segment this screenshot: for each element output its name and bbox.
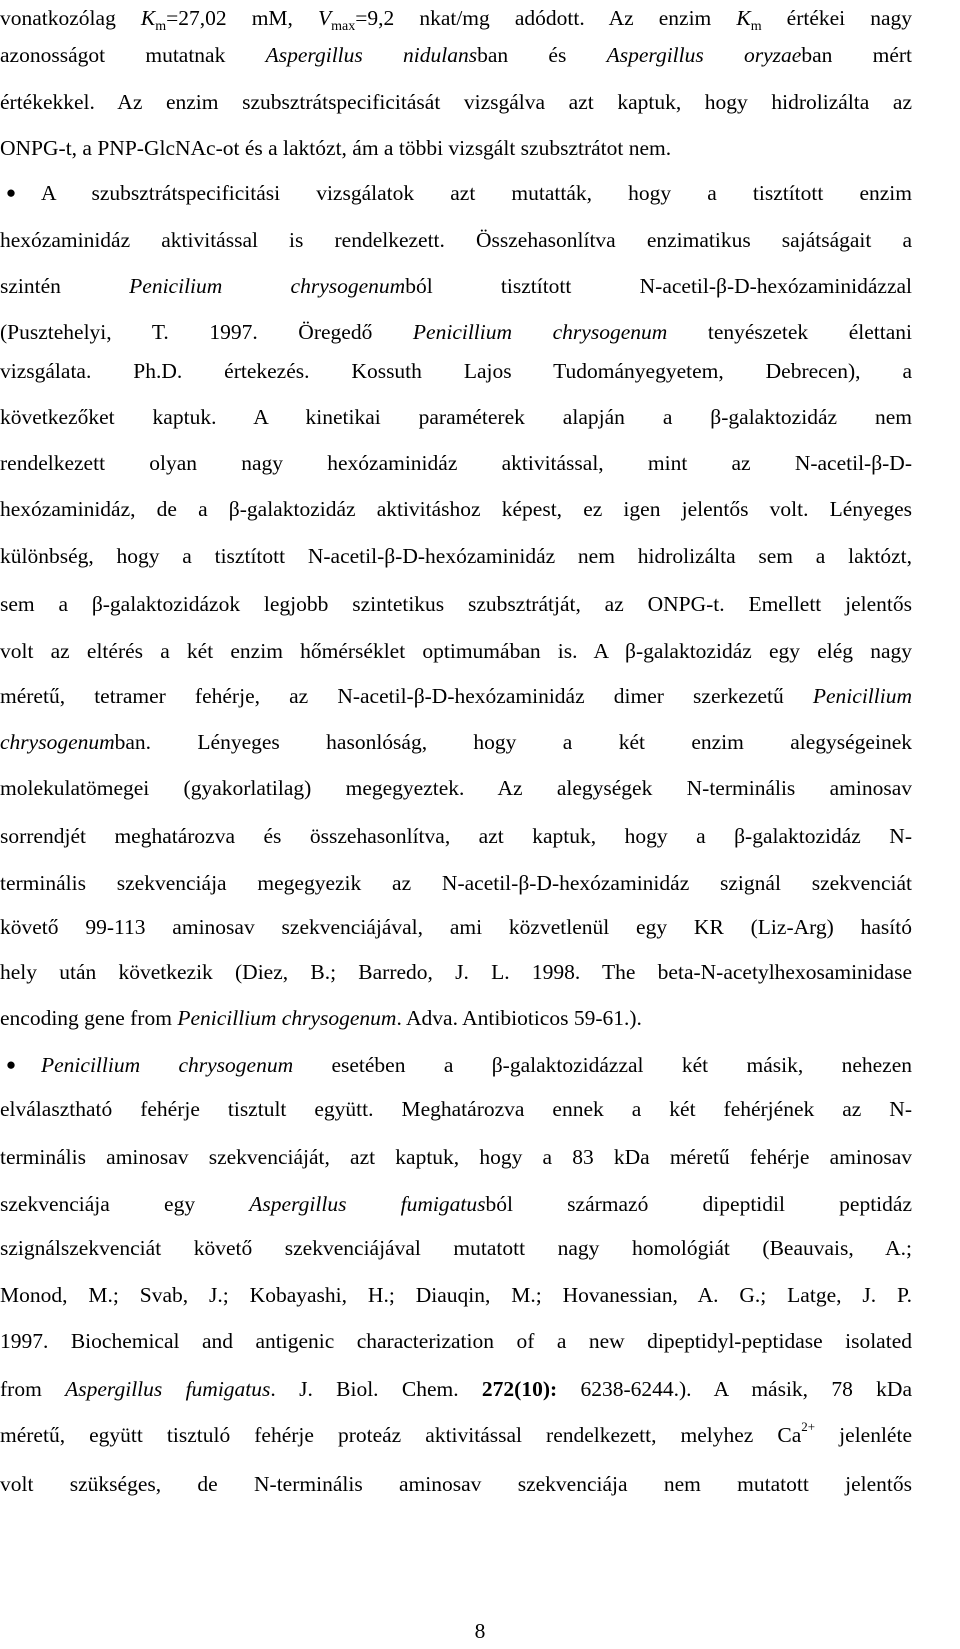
text-line [0,582,912,626]
text-segment: tenyészetek élettani [667,320,912,344]
text-segment: (Pusztehelyi, T. 1997. Öregedő [0,320,413,344]
text-segment: Penicillium [812,684,912,708]
text-segment: sem a β-galaktozidázok legjobb szintetikus szubsztrátját, az ONPG-t. Emellett jelentős [0,592,912,616]
text-segment: követő 99-113 aminosav szekvenciájával, ami közvetlenül egy KR (Liz-Arg) hasító [0,915,912,939]
text-segment: volt az eltérés a két enzim hőmérséklet optimumában is. A β-galaktozidáz egy elég nagy [0,639,912,663]
text-segment: chrysogenum [0,730,115,754]
text-line [0,1182,912,1226]
text-segment: Aspergillus fumigatus [65,1377,271,1401]
text-segment: méretű, együtt tisztuló fehérje proteáz aktivitással rendelkezett, melyhez Ca [0,1423,802,1447]
text-segment: ból tisztított N-acetil-β-D-hexózaminidázzal [405,274,912,298]
text-segment: ONPG-t, a PNP-GlcNAc-ot és a laktózt, ám a többi vizsgált szubsztrátot nem. [0,136,672,160]
text-segment: értékei nagy [761,6,912,30]
text-segment: azonosságot mutatnak [0,43,266,67]
text-line [0,264,912,308]
text-segment: ban. Lényeges hasonlóság, hogy a két enzim alegységeinek [114,730,912,754]
text-segment: különbség, hogy a tisztított N-acetil-β-D-hexózaminidáz nem hidrolizálta sem a laktózt, [0,544,912,568]
text-segment: Monod, M.; Svab, J.; Kobayashi, H.; Diauqin, M.; Hovanessian, A. G.; Latge, J. P. [0,1283,912,1307]
text-line [0,1226,912,1270]
text-segment: =9,2 nkat/mg adódott. Az enzim [355,6,737,30]
text-segment: hely után következik (Diez, B.; Barredo, J. L. 1998. The beta-N-acetylhexosaminidase [0,960,912,984]
text-segment: Aspergillus nidulans [265,43,478,67]
text-line [0,1087,912,1131]
text-segment: . Adva. Antibioticos 59-61.). [396,1006,642,1030]
text-segment: elválasztható fehérje tisztult együtt. Meghatározva ennek a két fehérjének az N- [0,1097,912,1121]
text-segment: terminális aminosav szekvenciáját, azt kaptuk, hogy a 83 kDa méretű fehérje aminosav [0,1145,912,1169]
text-segment: ban mért [801,43,912,67]
text-segment: encoding gene from [0,1006,178,1030]
text-segment: Aspergillus fumigatus [249,1192,486,1216]
text-segment: terminális szekvenciája megegyezik az N-acetil-β-D-hexózaminidáz szignál szekvenciát [0,871,912,895]
text-line [41,171,912,215]
text-line [0,1367,912,1411]
bullet-icon: ● [5,183,17,202]
text-segment: hexózaminidáz, de a β-galaktozidáz aktivitáshoz képest, ez igen jelentős volt. Lényeges [0,497,912,521]
text-segment: from [0,1377,66,1401]
text-line [41,1043,912,1087]
text-line [0,905,912,949]
text-line [0,80,912,124]
text-segment: hexózaminidáz aktivitással is rendelkezett. Összehasonlítva enzimatikus sajátságait a [0,228,912,252]
text-line [0,1462,912,1506]
text-line [0,218,912,262]
text-segment: 6238-6244.). A másik, 78 kDa [557,1377,912,1401]
text-segment: vizsgálata. Ph.D. értekezés. Kossuth Lajos Tudományegyetem, Debrecen), a [0,359,912,383]
text-segment: Penicillium chrysogenum [412,320,668,344]
text-line [0,487,912,531]
text-segment: . J. Biol. Chem. [270,1377,482,1401]
text-segment: esetében a β-galaktozidázzal két másik, nehezen [293,1053,912,1077]
text-segment: 2+ [801,1419,816,1434]
text-segment: méretű, tetramer fehérje, az N-acetil-β-D-hexózaminidáz dimer szerkezetű [0,684,813,708]
text-segment: Penicilium chrysogenum [129,274,406,298]
text-segment: rendelkezett olyan nagy hexózaminidáz aktivitással, mint az N-acetil-β-D- [0,451,912,475]
text-segment: 272(10): [481,1377,558,1401]
text-line [0,1413,912,1457]
text-segment: m [750,19,762,34]
text-segment: K [736,6,751,30]
text-line [0,33,912,77]
text-segment: szignálszekvenciát követő szekvenciájával mutatott nagy homológiát (Beauvais, A.; [0,1236,912,1260]
text-line [0,126,912,170]
text-segment: A szubsztrátspecificitási vizsgálatok azt mutatták, hogy a tisztított enzim [41,181,912,205]
text-segment: ból származó dipeptidil peptidáz [485,1192,912,1216]
text-line [0,310,912,354]
text-segment: szekvenciája egy [0,1192,250,1216]
text-line [0,996,912,1040]
text-line [0,950,912,994]
text-line [0,395,912,439]
text-segment: jelenléte [815,1423,912,1447]
text-segment: molekulatömegei (gyakorlatilag) megegyeztek. Az alegységek N-terminális aminosav [0,776,912,800]
text-segment: értékekkel. Az enzim szubsztrátspecificitását vizsgálva azt kaptuk, hogy hidrolizálta az [0,90,912,114]
text-line [0,1319,912,1363]
text-segment: vonatkozólag [0,6,141,30]
text-segment: 1997. Biochemical and antigenic characterization of a new dipeptidyl-peptidase isolated [0,1329,912,1353]
text-segment: Penicillium chrysogenum [177,1006,397,1030]
text-line [0,1273,912,1317]
bullet-icon: ● [5,1055,17,1074]
text-line [0,674,912,718]
text-line [0,629,912,673]
text-line [0,766,912,810]
text-segment: következőket kaptuk. A kinetikai paraméterek alapján a β-galaktozidáz nem [0,405,912,429]
text-line [0,534,912,578]
text-segment: K [140,6,156,30]
text-segment: szintén [0,274,130,298]
text-segment: m [155,19,167,34]
page-number: 8 [474,1619,486,1643]
text-segment: sorrendjét meghatározva és összehasonlítva, azt kaptuk, hogy a β-galaktozidáz N- [0,824,912,848]
text-line [0,1135,912,1179]
text-segment: V [318,6,332,30]
text-segment: max [331,19,356,34]
text-segment: Penicillium chrysogenum [41,1053,294,1077]
text-line [0,441,912,485]
text-line [0,720,912,764]
text-segment: volt szükséges, de N-terminális aminosav szekvenciája nem mutatott jelentős [0,1472,912,1496]
text-line [0,349,912,393]
text-line [0,814,912,858]
text-segment: ban és [477,43,607,67]
text-line [0,861,912,905]
text-segment: Aspergillus oryzae [606,43,802,67]
text-segment: =27,02 mM, [166,6,318,30]
